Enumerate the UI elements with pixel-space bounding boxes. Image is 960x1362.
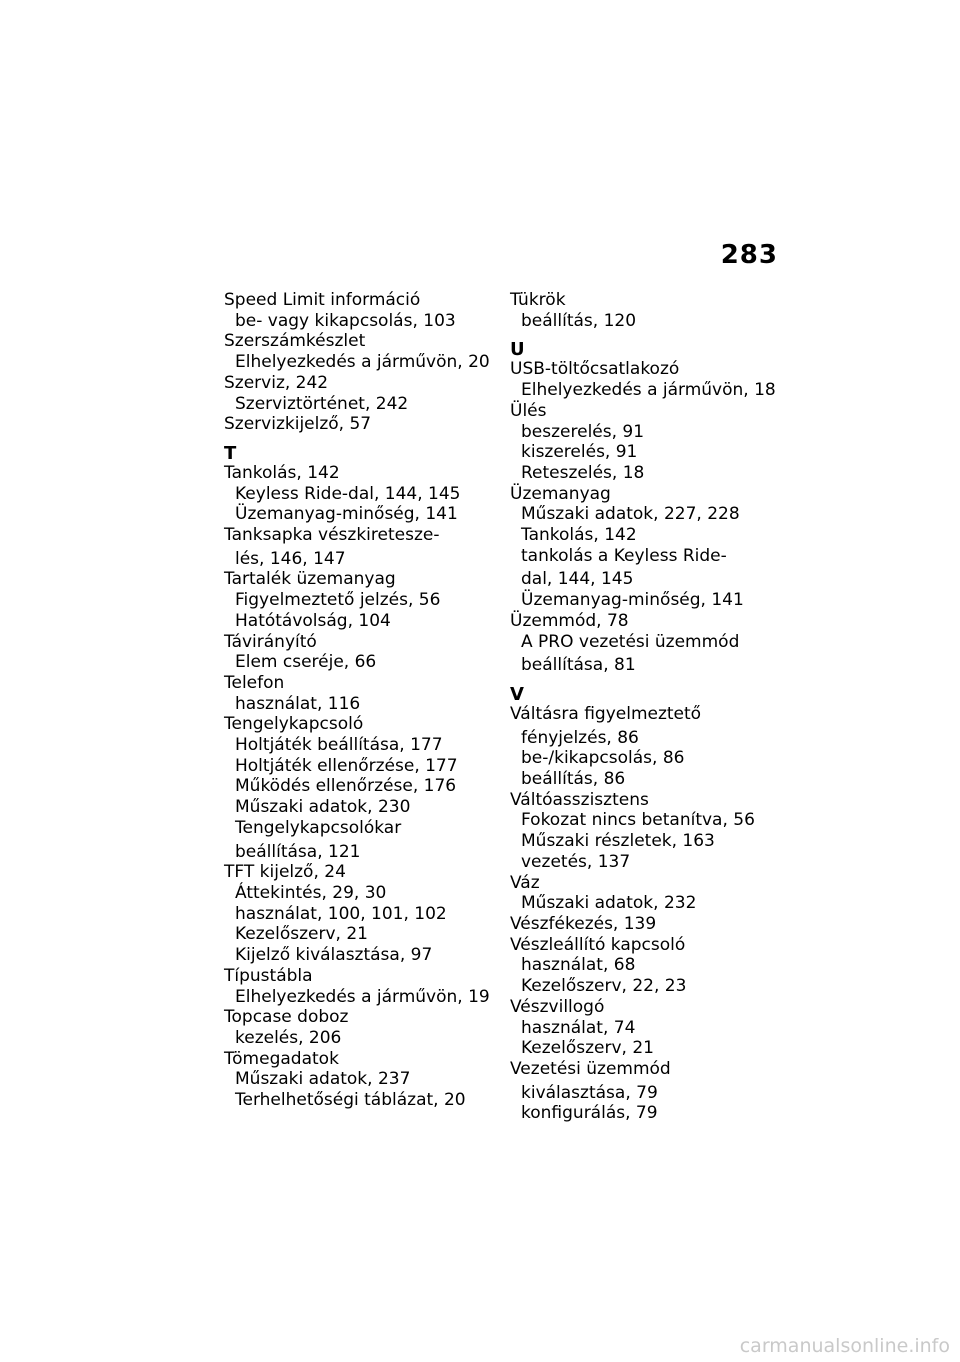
section-letter-v: V	[510, 683, 524, 705]
index-entry: Váltásra figyelmeztető	[510, 703, 702, 724]
index-subentry: Holtjáték beállítása, 177	[235, 735, 443, 756]
index-subentry: Elhelyezkedés a járművön, 18	[521, 380, 776, 401]
index-entry: Váltóasszisztens	[510, 789, 649, 810]
index-entry: Vészfékezés, 139	[510, 913, 657, 934]
index-entry: Típustábla	[224, 965, 313, 986]
index-entry: Topcase doboz	[224, 1007, 349, 1028]
index-subentry: Kezelőszerv, 22, 23	[521, 976, 687, 997]
index-subentry-continuation: beállítása, 121	[235, 841, 361, 862]
index-entry-continuation: lés, 146, 147	[235, 548, 346, 569]
index-entry: Tanksapka vészkiretesze-	[224, 525, 440, 546]
index-subentry: használat, 100, 101, 102	[235, 903, 447, 924]
index-subentry: használat, 74	[521, 1017, 636, 1038]
index-subentry: beszerelés, 91	[521, 421, 645, 442]
index-subentry: kiszerelés, 91	[521, 442, 638, 463]
index-entry: Szervizkijelző, 57	[224, 414, 372, 435]
index-subentry: beállítás, 120	[521, 310, 637, 331]
index-subentry-continuation: dal, 144, 145	[521, 569, 634, 590]
index-subentry: A PRO vezetési üzemmód	[521, 631, 740, 652]
index-entry: Váz	[510, 872, 540, 893]
index-subentry: Tankolás, 142	[521, 525, 637, 546]
index-entry: Tartalék üzemanyag	[224, 569, 396, 590]
index-subentry: Kezelőszerv, 21	[235, 924, 368, 945]
index-subentry: Elhelyezkedés a járművön, 20	[235, 352, 490, 373]
index-subentry: Keyless Ride-dal, 144, 145	[235, 483, 461, 504]
index-subentry: Üzemanyag-minőség, 141	[235, 504, 458, 525]
index-entry: Szerszámkészlet	[224, 331, 366, 352]
index-subentry: Műszaki adatok, 230	[235, 797, 411, 818]
index-subentry: konfigurálás, 79	[521, 1103, 658, 1124]
index-entry: Ülés	[510, 400, 547, 421]
index-subentry: Hatótávolság, 104	[235, 610, 391, 631]
index-subentry: Kijelző kiválasztása, 97	[235, 945, 433, 966]
index-subentry: kezelés, 206	[235, 1027, 342, 1048]
index-subentry: használat, 116	[235, 693, 361, 714]
index-subentry: be-/kikapcsolás, 86	[521, 748, 685, 769]
index-subentry: Elhelyezkedés a járművön, 19	[235, 986, 490, 1007]
index-subentry: Szerviztörténet, 242	[235, 393, 409, 414]
index-subentry: Műszaki részletek, 163	[521, 831, 715, 852]
index-entry: Üzemmód, 78	[510, 610, 629, 631]
index-subentry: Terhelhetőségi táblázat, 20	[235, 1090, 466, 1111]
index-entry: Vészleállító kapcsoló	[510, 934, 686, 955]
section-letter-t: T	[224, 442, 237, 464]
index-entry: Tengelykapcsoló	[224, 714, 364, 735]
index-subentry: be- vagy kikapcsolás, 103	[235, 310, 456, 331]
index-column-left	[224, 290, 490, 1111]
index-subentry-continuation: beállítása, 81	[521, 655, 636, 676]
index-subentry: Fokozat nincs betanítva, 56	[521, 810, 755, 831]
index-entry: USB-töltőcsatlakozó	[510, 359, 680, 380]
watermark-footer: carmanualsonline.info	[739, 1335, 950, 1357]
index-subentry: Műszaki adatok, 237	[235, 1069, 411, 1090]
index-entry: Tankolás, 142	[224, 462, 340, 483]
index-column-right	[510, 290, 776, 1124]
index-entry: Vészvillogó	[510, 996, 605, 1017]
index-subentry: Műszaki adatok, 232	[521, 893, 697, 914]
index-subentry: Működés ellenőrzése, 176	[235, 776, 457, 797]
index-subentry: Elem cseréje, 66	[235, 652, 377, 673]
index-entry: Tükrök	[510, 290, 566, 310]
index-subentry: vezetés, 137	[521, 851, 631, 872]
index-subentry: Áttekintés, 29, 30	[235, 882, 387, 903]
index-entry: Vezetési üzemmód	[510, 1058, 671, 1079]
index-subentry: használat, 68	[521, 955, 636, 976]
index-entry: Üzemanyag	[510, 483, 611, 504]
index-subentry: Üzemanyag-minőség, 141	[521, 590, 744, 611]
index-subentry: Reteszelés, 18	[521, 462, 645, 483]
section-letter-u: U	[510, 339, 525, 361]
index-entry-continuation: fényjelzés, 86	[521, 727, 639, 748]
index-subentry: Műszaki adatok, 227, 228	[521, 504, 740, 525]
index-entry: TFT kijelző, 24	[224, 862, 346, 883]
index-subentry: Holtjáték ellenőrzése, 177	[235, 755, 458, 776]
index-subentry: Figyelmeztető jelzés, 56	[235, 590, 441, 611]
index-entry: Telefon	[224, 672, 285, 693]
index-entry: Speed Limit információ	[224, 290, 421, 310]
page-number: 283	[720, 240, 778, 270]
index-subentry: beállítás, 86	[521, 769, 626, 790]
index-entry: Távirányító	[224, 631, 317, 652]
index-entry: Szerviz, 242	[224, 372, 329, 393]
index-subentry: Kezelőszerv, 21	[521, 1038, 654, 1059]
index-entry: Tömegadatok	[224, 1048, 339, 1069]
index-subentry: tankolás a Keyless Ride-	[521, 545, 727, 566]
index-subentry: kiválasztása, 79	[521, 1082, 658, 1103]
index-subentry: Tengelykapcsolókar	[235, 817, 402, 838]
